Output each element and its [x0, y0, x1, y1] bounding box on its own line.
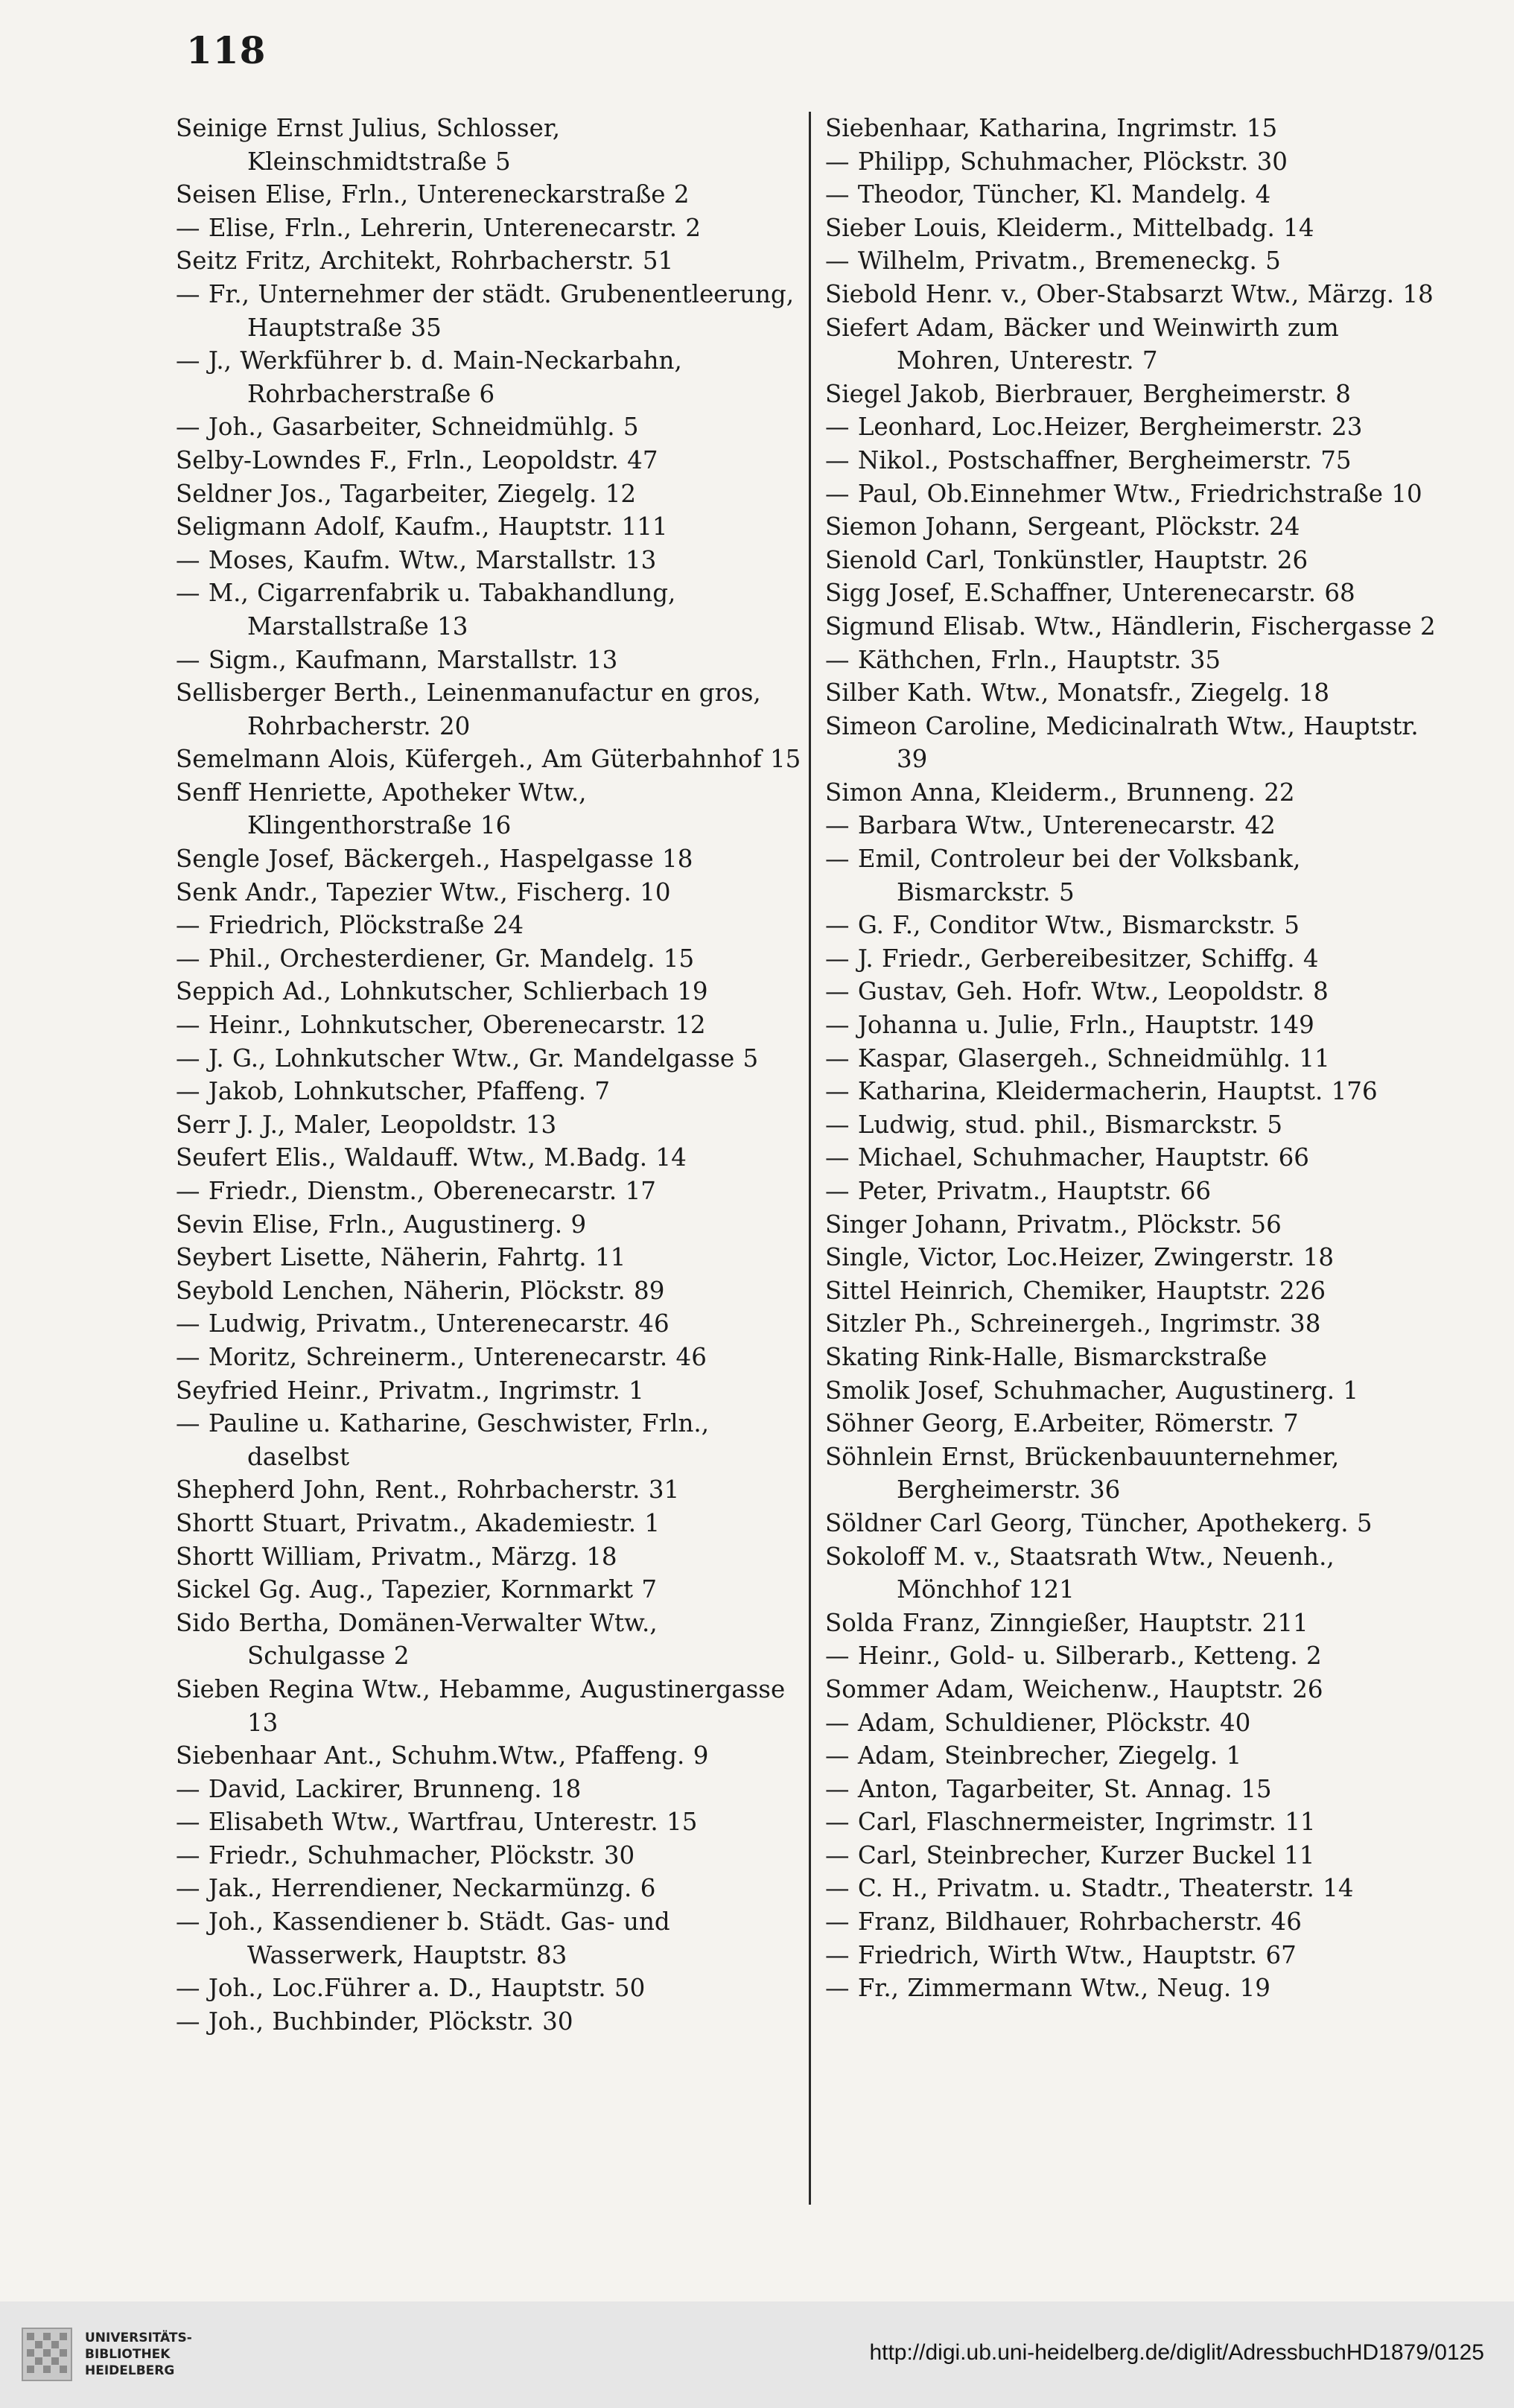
directory-entry: — Joh., Gasarbeiter, Schneidmühlg. 5 — [176, 413, 639, 442]
directory-entry: — J., Werkführer b. d. Main-Neckarbahn, Rohrbacherstraße 6 — [176, 346, 682, 408]
directory-entry: Sieber Louis, Kleiderm., Mittelbadg. 14 — [825, 213, 1314, 242]
left-column — [176, 112, 801, 2038]
directory-entry: — Ludwig, Privatm., Unterenecarstr. 46 — [176, 1309, 669, 1338]
directory-entry: Siebenhaar Ant., Schuhm.Wtw., Pfaffeng. 9 — [176, 1741, 709, 1770]
directory-entry: — Peter, Privatm., Hauptstr. 66 — [825, 1177, 1212, 1205]
directory-entry: Sellisberger Berth., Leinenmanufactur en gros, Rohrbacherstr. 20 — [176, 679, 761, 740]
directory-entry: Sieben Regina Wtw., Hebamme, Augustinergasse 13 — [176, 1674, 786, 1737]
directory-entry: — Friedrich, Wirth Wtw., Hauptstr. 67 — [825, 1940, 1297, 1969]
directory-entry: — Nikol., Postschaffner, Bergheimerstr. 75 — [825, 445, 1352, 474]
directory-entry: — C. H., Privatm. u. Stadtr., Theaterstr. 14 — [825, 1874, 1354, 1903]
page-number: 118 — [186, 28, 267, 72]
directory-entry: Serr J. J., Maler, Leopoldstr. 13 — [176, 1110, 557, 1139]
directory-entry: — Franz, Bildhauer, Rohrbacherstr. 46 — [825, 1907, 1302, 1937]
directory-entry: — Pauline u. Katharine, Geschwister, Frln., daselbst — [176, 1409, 710, 1471]
directory-entry: Seppich Ad., Lohnkutscher, Schlierbach 19 — [176, 977, 708, 1006]
directory-entry: — Paul, Ob.Einnehmer Wtw., Friedrichstraße 10 — [825, 479, 1422, 508]
directory-entry: Semelmann Alois, Küfergeh., Am Güterbahnhof 15 — [176, 745, 801, 774]
directory-entry: Senff Henriette, Apotheker Wtw., Klingenthorstraße 16 — [176, 778, 587, 840]
directory-entry: Solda Franz, Zinngießer, Hauptstr. 211 — [825, 1608, 1308, 1637]
library-seal-icon — [21, 2327, 73, 2382]
directory-entry: Siegel Jakob, Bierbrauer, Bergheimerstr. 8 — [825, 379, 1351, 408]
directory-entry: — Ludwig, stud. phil., Bismarckstr. 5 — [825, 1110, 1283, 1139]
directory-entry: Smolik Josef, Schuhmacher, Augustinerg. 1 — [825, 1376, 1359, 1405]
logo-line: UNIVERSITÄTS- — [85, 2331, 192, 2345]
directory-entry: — Friedrich, Plöckstraße 24 — [176, 911, 524, 940]
directory-entry: — Friedr., Schuhmacher, Plöckstr. 30 — [176, 1840, 635, 1869]
directory-entry: — Joh., Loc.Führer a. D., Hauptstr. 50 — [176, 1974, 646, 2003]
directory-entry: Shortt Stuart, Privatm., Akademiestr. 1 — [176, 1508, 661, 1537]
directory-entry: — Barbara Wtw., Unterenecarstr. 42 — [825, 811, 1276, 840]
column-divider — [809, 112, 811, 2205]
directory-entry: Seyfried Heinr., Privatm., Ingrimstr. 1 — [176, 1376, 644, 1405]
directory-entry: — Katharina, Kleidermacherin, Hauptst. 176 — [825, 1077, 1378, 1106]
directory-entry: — Gustav, Geh. Hofr. Wtw., Leopoldstr. 8 — [825, 977, 1329, 1006]
directory-entry: Sengle Josef, Bäckergeh., Haspelgasse 18 — [176, 845, 693, 874]
directory-entry: — Carl, Flaschnermeister, Ingrimstr. 11 — [825, 1808, 1316, 1837]
directory-entry: — Carl, Steinbrecher, Kurzer Buckel 11 — [825, 1840, 1315, 1869]
directory-entry: Sokoloff M. v., Staatsrath Wtw., Neuenh., Mönchhof 121 — [825, 1542, 1335, 1604]
directory-entry: Sitzler Ph., Schreinergeh., Ingrimstr. 38 — [825, 1309, 1321, 1338]
logo-line: HEIDELBERG — [85, 2363, 175, 2378]
directory-entry: — G. F., Conditor Wtw., Bismarckstr. 5 — [825, 911, 1300, 940]
directory-entry: — Fr., Unternehmer der städt. Grubenentleerung, Hauptstraße 35 — [176, 279, 795, 342]
directory-entry: — Heinr., Lohnkutscher, Oberenecarstr. 12 — [176, 1011, 706, 1040]
directory-entry: Sigmund Elisab. Wtw., Händlerin, Fischergasse 2 — [825, 611, 1436, 641]
directory-entry: Silber Kath. Wtw., Monatsfr., Ziegelg. 18 — [825, 679, 1330, 708]
directory-entry: — Moses, Kaufm. Wtw., Marstallstr. 13 — [176, 545, 657, 574]
directory-entry: Seybert Lisette, Näherin, Fahrtg. 11 — [176, 1243, 626, 1272]
directory-entry: Seldner Jos., Tagarbeiter, Ziegelg. 12 — [176, 479, 637, 508]
directory-entry: — Emil, Controleur bei der Volksbank, Bismarckstr. 5 — [825, 845, 1301, 906]
directory-entry: Siefert Adam, Bäcker und Weinwirth zum Mohren, Unterestr. 7 — [825, 313, 1339, 375]
directory-entry: Senk Andr., Tapezier Wtw., Fischerg. 10 — [176, 877, 671, 906]
directory-entry: Skating Rink-Halle, Bismarckstraße — [825, 1342, 1268, 1371]
footer-bar — [0, 2301, 1514, 2408]
directory-entry: Shortt William, Privatm., Märzg. 18 — [176, 1542, 617, 1571]
directory-entry: — Käthchen, Frln., Hauptstr. 35 — [825, 645, 1221, 674]
directory-entry: Sigg Josef, E.Schaffner, Unterenecarstr. 68 — [825, 579, 1355, 608]
directory-entry: Siebold Henr. v., Ober-Stabsarzt Wtw., Märzg. 18 — [825, 279, 1434, 308]
directory-entry: — Johanna u. Julie, Frln., Hauptstr. 149 — [825, 1011, 1314, 1040]
directory-entry: Selby-Lowndes F., Frln., Leopoldstr. 47 — [176, 445, 658, 474]
directory-entry: Simon Anna, Kleiderm., Brunneng. 22 — [825, 778, 1295, 807]
directory-entry: — Anton, Tagarbeiter, St. Annag. 15 — [825, 1774, 1272, 1803]
directory-entry: Söldner Carl Georg, Tüncher, Apothekerg. 5 — [825, 1508, 1373, 1537]
directory-entry: Seligmann Adolf, Kaufm., Hauptstr. 111 — [176, 512, 668, 541]
directory-entry: — M., Cigarrenfabrik u. Tabakhandlung, Marstallstraße 13 — [176, 579, 676, 641]
directory-entry: — Theodor, Tüncher, Kl. Mandelg. 4 — [825, 180, 1271, 209]
directory-entry: — J. Friedr., Gerbereibesitzer, Schiffg. 4 — [825, 944, 1319, 973]
directory-entry: Seinige Ernst Julius, Schlosser, Kleinschmidtstraße 5 — [176, 114, 561, 176]
directory-entry: — Wilhelm, Privatm., Bremeneckg. 5 — [825, 247, 1281, 276]
directory-entry: — Joh., Kassendiener b. Städt. Gas- und Wasserwerk, Hauptstr. 83 — [176, 1907, 670, 1969]
directory-entry: — Elisabeth Wtw., Wartfrau, Unterestr. 15 — [176, 1808, 698, 1837]
directory-entry: Seufert Elis., Waldauff. Wtw., M.Badg. 14 — [176, 1143, 687, 1172]
directory-entry: — Adam, Schuldiener, Plöckstr. 40 — [825, 1708, 1251, 1737]
directory-entry: — Fr., Zimmermann Wtw., Neug. 19 — [825, 1974, 1270, 2003]
source-url-link[interactable]: http://digi.ub.uni-heidelberg.de/diglit/AdressbuchHD1879/0125 — [869, 2340, 1484, 2365]
directory-entry: — Friedr., Dienstm., Oberenecarstr. 17 — [176, 1177, 656, 1205]
directory-entry: — Jak., Herrendiener, Neckarmünzg. 6 — [176, 1874, 656, 1903]
directory-entry: Seybold Lenchen, Näherin, Plöckstr. 89 — [176, 1276, 665, 1305]
directory-entry: — Michael, Schuhmacher, Hauptstr. 66 — [825, 1143, 1309, 1172]
directory-entry: — Kaspar, Glasergeh., Schneidmühlg. 11 — [825, 1043, 1330, 1073]
directory-entry: Sido Bertha, Domänen-Verwalter Wtw., Schulgasse 2 — [176, 1608, 658, 1671]
logo-line: BIBLIOTHEK — [85, 2347, 171, 2362]
directory-entry: — Jakob, Lohnkutscher, Pfaffeng. 7 — [176, 1077, 611, 1106]
directory-entry: Sickel Gg. Aug., Tapezier, Kornmarkt 7 — [176, 1575, 658, 1604]
library-logo-text — [85, 2330, 192, 2379]
directory-entry: Singer Johann, Privatm., Plöckstr. 56 — [825, 1210, 1282, 1239]
directory-entry: Sienold Carl, Tonkünstler, Hauptstr. 26 — [825, 545, 1308, 574]
directory-entry: — Leonhard, Loc.Heizer, Bergheimerstr. 23 — [825, 413, 1363, 442]
directory-entry: Single, Victor, Loc.Heizer, Zwingerstr. 18 — [825, 1243, 1335, 1272]
directory-entry: — Heinr., Gold- u. Silberarb., Ketteng. 2 — [825, 1642, 1322, 1671]
directory-entry: — Moritz, Schreinerm., Unterenecarstr. 46 — [176, 1342, 707, 1371]
directory-entry: Sommer Adam, Weichenw., Hauptstr. 26 — [825, 1674, 1323, 1703]
directory-entry: — David, Lackirer, Brunneng. 18 — [176, 1774, 582, 1803]
directory-entry: Seisen Elise, Frln., Untereneckarstraße 2 — [176, 180, 690, 209]
directory-entry: — Elise, Frln., Lehrerin, Unterenecarstr. 2 — [176, 213, 702, 242]
directory-entry: Simeon Caroline, Medicinalrath Wtw., Hauptstr. 39 — [825, 711, 1419, 774]
directory-entry: — Philipp, Schuhmacher, Plöckstr. 30 — [825, 147, 1288, 176]
directory-entry: Seitz Fritz, Architekt, Rohrbacherstr. 51 — [176, 247, 674, 276]
directory-entry: Shepherd John, Rent., Rohrbacherstr. 31 — [176, 1475, 680, 1505]
directory-entry: Sevin Elise, Frln., Augustinerg. 9 — [176, 1210, 587, 1239]
directory-entry: Söhnlein Ernst, Brückenbauunternehmer, Bergheimerstr. 36 — [825, 1442, 1340, 1505]
directory-entry: Sittel Heinrich, Chemiker, Hauptstr. 226 — [825, 1276, 1326, 1305]
directory-entry: Siemon Johann, Sergeant, Plöckstr. 24 — [825, 512, 1300, 541]
directory-entry: — Sigm., Kaufmann, Marstallstr. 13 — [176, 645, 618, 674]
directory-entry: — Joh., Buchbinder, Plöckstr. 30 — [176, 2007, 573, 2036]
directory-entry: Siebenhaar, Katharina, Ingrimstr. 15 — [825, 114, 1278, 142]
right-column — [825, 112, 1451, 2005]
directory-entry: Söhner Georg, E.Arbeiter, Römerstr. 7 — [825, 1409, 1299, 1438]
directory-entry: — J. G., Lohnkutscher Wtw., Gr. Mandelgasse 5 — [176, 1043, 759, 1073]
directory-entry: — Adam, Steinbrecher, Ziegelg. 1 — [825, 1741, 1242, 1770]
directory-entry: — Phil., Orchesterdiener, Gr. Mandelg. 15 — [176, 944, 695, 973]
